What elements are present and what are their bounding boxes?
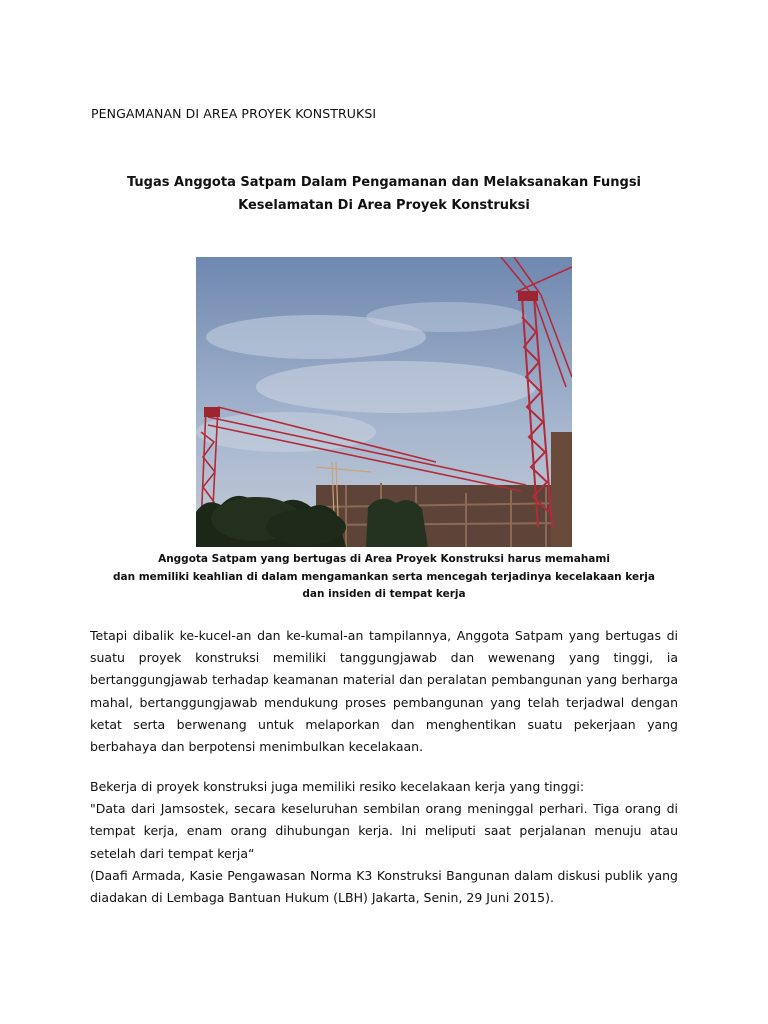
paragraph-2 xyxy=(90,776,678,909)
risk-intro: Bekerja di proyek konstruksi juga memiliki resiko kecelakaan kerja yang tinggi: xyxy=(90,779,585,794)
construction-cranes-photo xyxy=(196,257,572,547)
jamsostek-quote: "Data dari Jamsostek, secara keseluruhan sembilan orang meninggal perhari. Tiga orang di tempat kerja, enam orang dihubungan kerja. Ini meliputi saat perjalanan menuju atau setelah dari tempat kerja“ xyxy=(90,801,678,861)
caption-line: dan memiliki keahlian di dalam mengamankan serta mencegah terjadinya kecelakaan kerja xyxy=(113,570,655,583)
document-heading: PENGAMANAN DI AREA PROYEK KONSTRUKSI xyxy=(91,106,377,121)
caption-line: dan insiden di tempat kerja xyxy=(302,588,466,600)
caption-line: Anggota Satpam yang bertugas di Area Proyek Konstruksi harus memahami xyxy=(158,553,610,565)
document-subtitle: Tugas Anggota Satpam Dalam Pengamanan dan Melaksanakan Fungsi Keselamatan Di Area Proyek Konstruksi xyxy=(126,175,642,213)
paragraph-1: Tetapi dibalik ke-kucel-an dan ke-kumal-an tampilannya, Anggota Satpam yang bertugas di suatu proyek konstruksi memiliki tanggungjawab dan wewenang yang tinggi, ia bertanggungjawab terhadap keamanan material dan peralatan pembangunan yang berharga mahal, bertanggungjawab mendukung proses pembangunan yang telah terjadwal dengan ketat serta berwenang untuk melaporkan dan menghentikan suatu pekerjaan yang berbahaya dan berpotensi menimbulkan kecelakaan. xyxy=(90,628,678,755)
quote-source: (Daafi Armada, Kasie Pengawasan Norma K3 Konstruksi Bangunan dalam diskusi publik yang diadakan di Lembaga Bantuan Hukum (LBH) Jakarta, Senin, 29 Juni 2015). xyxy=(90,867,678,906)
photo-caption xyxy=(110,551,658,604)
